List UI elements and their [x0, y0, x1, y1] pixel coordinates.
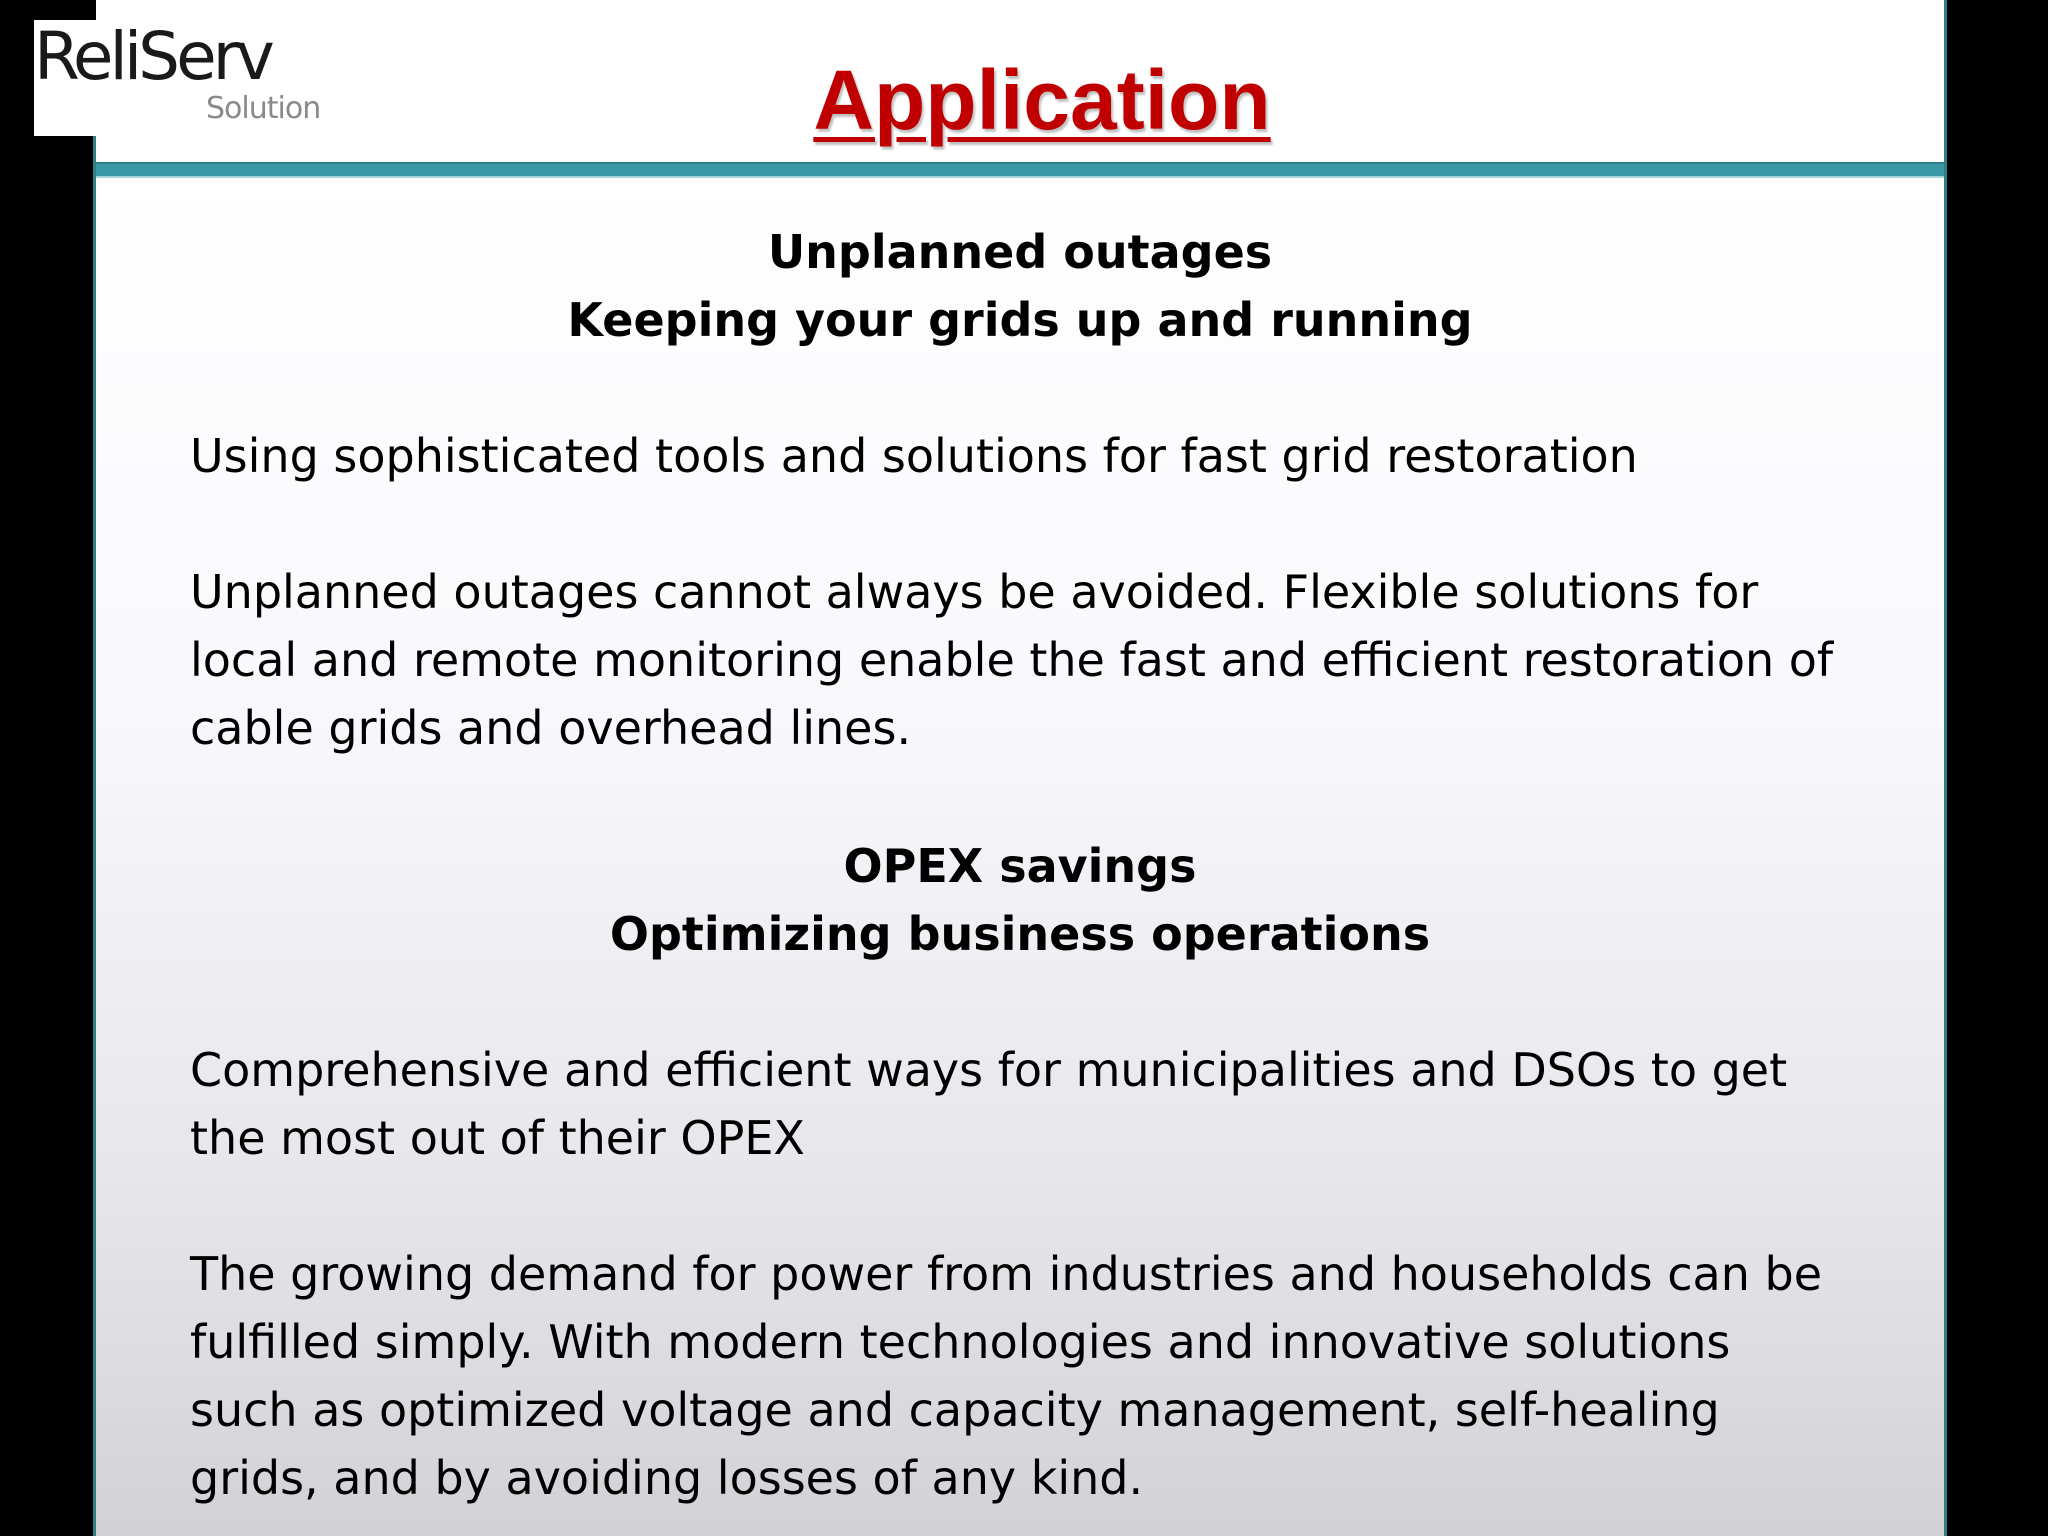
- section1-heading: [96, 218, 1944, 354]
- section2-body-line4: grids, and by avoiding losses of any kind.: [190, 1451, 1144, 1505]
- section2-body-line2: fulfilled simply. With modern technologies and innovative solutions: [190, 1315, 1731, 1369]
- logo-brand: ReliServ: [34, 18, 271, 95]
- section1-body-line3: cable grids and overhead lines.: [190, 701, 912, 755]
- section2-intro: [190, 1036, 1890, 1172]
- section2-body-line3: such as optimized voltage and capacity management, self-healing: [190, 1383, 1720, 1437]
- slide-title: Application: [813, 53, 1271, 147]
- section1-body: [190, 558, 1890, 762]
- section2-intro-line2: the most out of their OPEX: [190, 1111, 805, 1165]
- section2-heading-line2: Optimizing business operations: [609, 907, 1431, 961]
- right-border: [1944, 0, 1947, 1536]
- section1-heading-line2: Keeping your grids up and running: [567, 293, 1473, 347]
- section1-intro: [190, 422, 1890, 490]
- logo-tagline: Solution: [206, 91, 321, 126]
- section2-heading-line1: OPEX savings: [843, 839, 1197, 893]
- section1-intro-line: Using sophisticated tools and solutions for fast grid restoration: [190, 429, 1638, 483]
- section2-intro-line1: Comprehensive and efficient ways for municipalities and DSOs to get: [190, 1043, 1788, 1097]
- section1-body-line2: local and remote monitoring enable the fast and efficient restoration of: [190, 633, 1834, 687]
- section2-heading: [96, 832, 1944, 968]
- section1-body-line1: Unplanned outages cannot always be avoided. Flexible solutions for: [190, 565, 1759, 619]
- section2-body-line1: The growing demand for power from industries and households can be: [190, 1247, 1822, 1301]
- section1-heading-line1: Unplanned outages: [767, 225, 1273, 279]
- title-divider: [96, 162, 1944, 178]
- section2-body: [190, 1240, 1890, 1512]
